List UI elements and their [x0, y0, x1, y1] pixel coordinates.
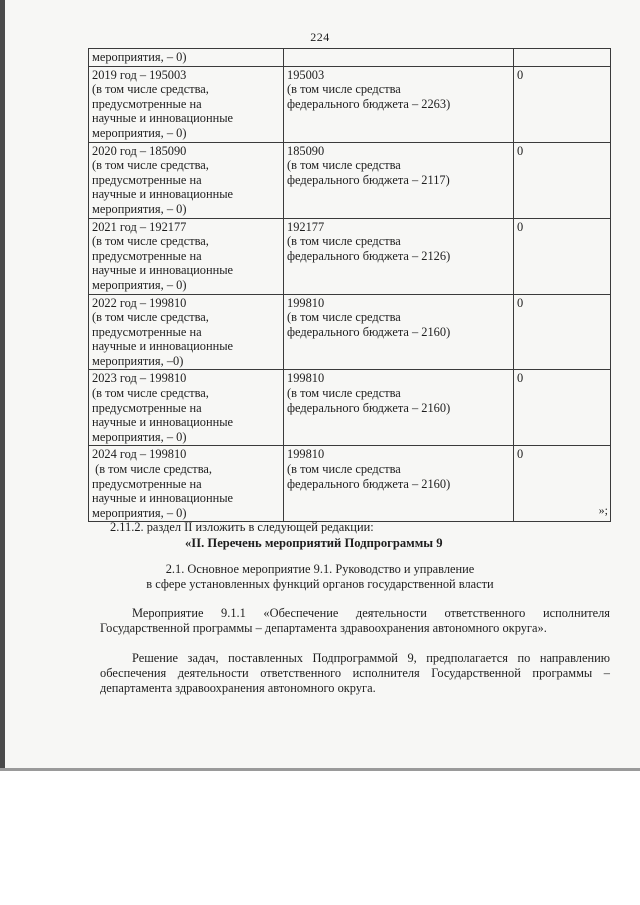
- federal-detail-line: федерального бюджета – 2126): [287, 248, 451, 263]
- other-cell: 0: [514, 370, 611, 446]
- table-cell: мероприятия, – 0): [89, 49, 284, 67]
- year-detail-line: предусмотренные на: [92, 172, 202, 187]
- year-cell: [89, 142, 284, 218]
- federal-detail-line: (в том числе средства: [287, 462, 401, 477]
- year-detail-line: предусмотренные на: [92, 324, 202, 339]
- other-cell: 0: [514, 142, 611, 218]
- table-row: [89, 218, 611, 294]
- year-cell: [89, 294, 284, 370]
- total-amount: 199810: [287, 447, 325, 462]
- federal-detail-line: (в том числе средства: [287, 234, 401, 249]
- total-amount: 185090: [287, 143, 325, 158]
- federal-detail-line: федерального бюджета – 2117): [287, 172, 450, 187]
- funding-table: [88, 48, 611, 522]
- total-cell: [284, 294, 514, 370]
- total-cell: [284, 370, 514, 446]
- year-detail-line: мероприятия, – 0): [92, 277, 187, 292]
- table-row: [89, 142, 611, 218]
- total-cell: [284, 142, 514, 218]
- closing-quote-mark: »;: [598, 503, 608, 517]
- sub-heading-line: 2.1. Основное мероприятие 9.1. Руководство и управление: [165, 562, 475, 576]
- year-detail-line: (в том числе средства,: [92, 310, 209, 325]
- table-row: [89, 49, 611, 67]
- page-number: 224: [310, 30, 330, 44]
- table-cell: [514, 49, 611, 67]
- year-cell: [89, 66, 284, 142]
- federal-detail-line: (в том числе средства: [287, 82, 401, 97]
- year-detail-line: (в том числе средства,: [92, 462, 212, 477]
- year-detail-line: научные и инновационные: [92, 111, 234, 126]
- year-cell: [89, 370, 284, 446]
- year-detail-line: научные и инновационные: [92, 339, 234, 354]
- table-cell: [284, 49, 514, 67]
- year-detail-line: мероприятия, – 0): [92, 125, 187, 140]
- year-detail-line: (в том числе средства,: [92, 234, 209, 249]
- year-amount: 2019 год – 195003: [92, 67, 187, 82]
- total-amount: 192177: [287, 219, 325, 234]
- year-detail-line: предусмотренные на: [92, 96, 202, 111]
- year-detail-line: научные и инновационные: [92, 415, 234, 430]
- federal-detail-line: (в том числе средства: [287, 158, 401, 173]
- section-instruction: 2.11.2. раздел II изложить в следующей редакции:: [110, 520, 374, 534]
- sub-heading-line: в сфере установленных функций органов государственной власти: [146, 577, 494, 591]
- total-amount: 199810: [287, 295, 325, 310]
- federal-detail-line: федерального бюджета – 2160): [287, 324, 451, 339]
- year-detail-line: предусмотренные на: [92, 476, 202, 491]
- section-title: «II. Перечень мероприятий Подпрограммы 9: [185, 536, 443, 550]
- other-cell: 0: [514, 446, 611, 522]
- year-amount: 2023 год – 199810: [92, 371, 187, 386]
- year-amount: 2020 год – 185090: [92, 143, 187, 158]
- federal-detail-line: федерального бюджета – 2263): [287, 96, 451, 111]
- table-row: [89, 370, 611, 446]
- year-amount: 2022 год – 199810: [92, 295, 187, 310]
- year-detail-line: мероприятия, – 0): [92, 201, 187, 216]
- year-detail-line: мероприятия, –0): [92, 353, 184, 368]
- federal-detail-line: (в том числе средства: [287, 310, 401, 325]
- table-row: [89, 446, 611, 522]
- year-cell: [89, 218, 284, 294]
- year-detail-line: научные и инновационные: [92, 263, 234, 278]
- year-detail-line: научные и инновационные: [92, 187, 234, 202]
- year-amount: 2021 год – 192177: [92, 219, 187, 234]
- year-detail-line: (в том числе средства,: [92, 386, 209, 401]
- year-detail-line: мероприятия, – 0): [92, 429, 187, 444]
- other-cell: 0: [514, 294, 611, 370]
- sub-heading: [0, 562, 640, 592]
- federal-detail-line: федерального бюджета – 2160): [287, 400, 451, 415]
- year-detail-line: предусмотренные на: [92, 400, 202, 415]
- scan-edge: [0, 0, 5, 768]
- total-amount: 195003: [287, 67, 325, 82]
- paragraph-activity: Мероприятие 9.1.1 «Обеспечение деятельности ответственного исполнителя Государственной программы – департамента здравоохранения автономного округа».: [100, 606, 610, 635]
- total-amount: 199810: [287, 371, 325, 386]
- year-cell: [89, 446, 284, 522]
- other-cell: 0: [514, 66, 611, 142]
- other-cell: 0: [514, 218, 611, 294]
- table-row: [89, 66, 611, 142]
- federal-detail-line: федерального бюджета – 2160): [287, 476, 451, 491]
- total-cell: [284, 218, 514, 294]
- year-amount: 2024 год – 199810: [92, 447, 187, 462]
- year-detail-line: (в том числе средства,: [92, 158, 209, 173]
- total-cell: [284, 446, 514, 522]
- paragraph-solution: Решение задач, поставленных Подпрограммой 9, предполагается по направлению обеспечения деятельности ответственного исполнителя Государственной программы – департамента здравоохранения автономного округа.: [100, 651, 610, 695]
- year-detail-line: научные и инновационные: [92, 491, 234, 506]
- federal-detail-line: (в том числе средства: [287, 386, 401, 401]
- year-detail-line: (в том числе средства,: [92, 82, 209, 97]
- table-row: [89, 294, 611, 370]
- total-cell: [284, 66, 514, 142]
- year-detail-line: предусмотренные на: [92, 248, 202, 263]
- year-detail-line: мероприятия, – 0): [92, 505, 187, 520]
